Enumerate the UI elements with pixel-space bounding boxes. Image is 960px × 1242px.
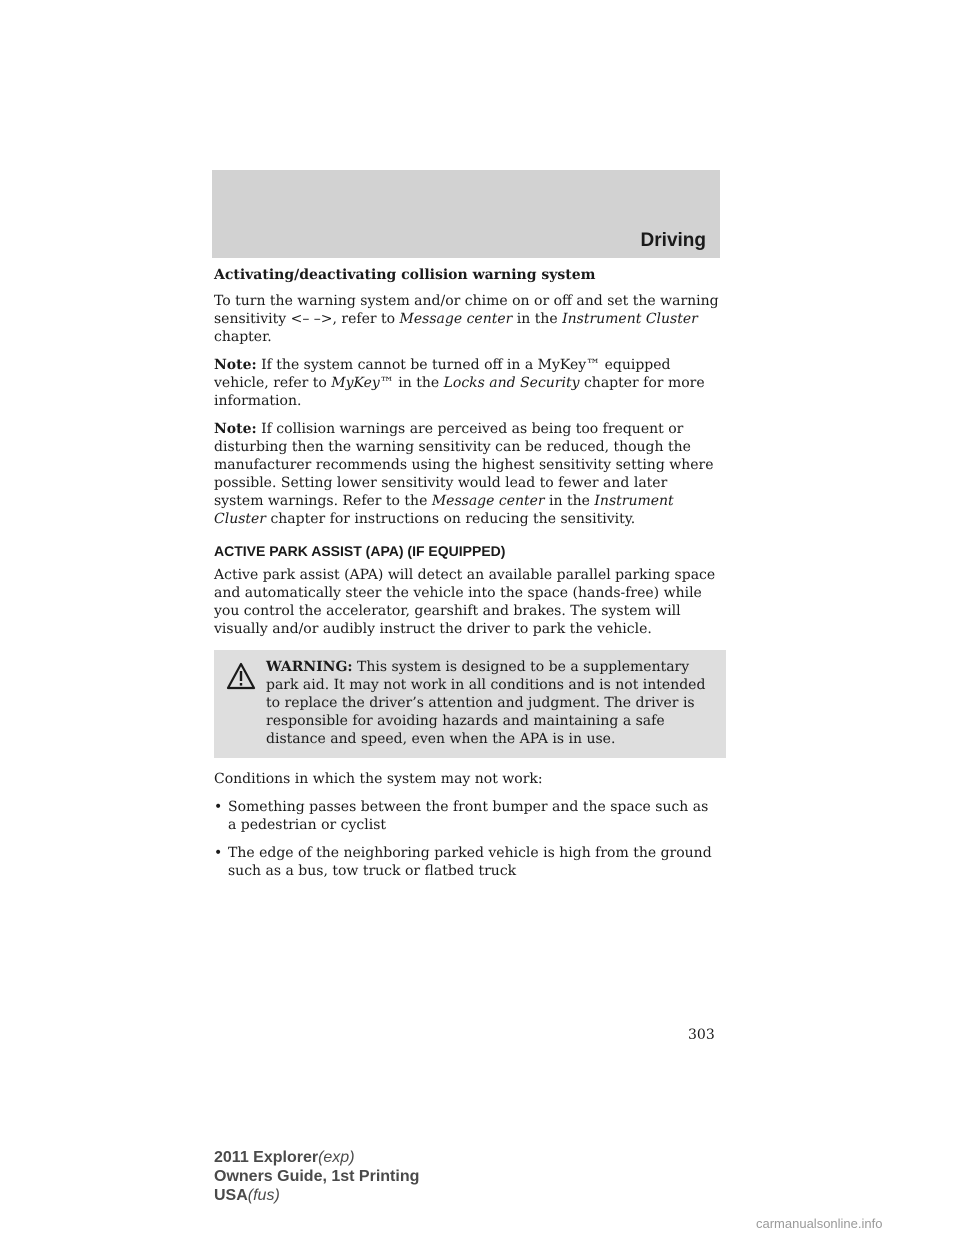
text-run: chapter for more information. — [214, 375, 705, 409]
reference-message-center: Message center — [431, 493, 545, 509]
reference-locks-and-security: Locks and Security — [443, 375, 580, 391]
conditions-intro: Conditions in which the system may not work: — [214, 771, 543, 787]
footer-line-market — [214, 1186, 419, 1205]
list-item: • Something passes between the front bumper and the space such as a pedestrian or cyclist — [214, 798, 720, 834]
note-label: Note: — [214, 357, 257, 373]
page-content — [214, 266, 720, 890]
text-run: If collision warnings are perceived as being too frequent or disturbing then the warning sensitivity can be reduced, though the manufacturer recommends using the highest sensitivity setting where possible. Setting lower sensitivity would lead to fewer and later system warnings. Refer to the — [214, 421, 714, 509]
reference-instrument-cluster: Instrument Cluster — [214, 493, 674, 527]
text-run: chapter. — [214, 329, 272, 345]
collision-subheading: Activating/deactivating collision warning system — [214, 267, 596, 283]
footer-model-code: (exp) — [318, 1149, 355, 1166]
conditions-list — [214, 798, 720, 880]
note-sensitivity — [214, 420, 720, 528]
warning-triangle-icon — [226, 662, 256, 690]
footer-line-model — [214, 1148, 419, 1167]
text-run: in the — [544, 493, 595, 509]
footer-market-code: (fus) — [247, 1187, 280, 1204]
reference-mykey: MyKey™ — [331, 375, 394, 391]
section-header-band — [212, 170, 720, 258]
note-label: Note: — [214, 421, 257, 437]
footer-line-printing: Owners Guide, 1st Printing — [214, 1168, 420, 1185]
apa-intro: Active park assist (APA) will detect an available parallel parking space and automatically steer the vehicle into the space (hands-free) while you control the accelerator, gearshift and brakes. The system will visually and/or audibly instruct the driver to park the vehicle. — [214, 567, 716, 637]
print-footer — [214, 1148, 419, 1205]
warning-box — [214, 650, 726, 758]
warning-label: WARNING: — [266, 659, 353, 675]
collision-paragraph — [214, 292, 720, 346]
note-mykey — [214, 356, 720, 410]
text-run: This system is designed to be a supplementary park aid. It may not work in all conditions and is not intended to replace the driver’s attention and judgment. The driver is responsible for avoiding hazards and maintaining a safe distance and speed, even when the APA is in use. — [266, 659, 706, 747]
text-run: To turn the warning system and/or chime on or off and set the warning sensitivity <– –>, refer to — [214, 293, 719, 327]
warning-text — [220, 658, 718, 748]
section-title: Driving — [640, 230, 706, 251]
footer-market: USA — [214, 1187, 248, 1204]
page-number: 303 — [688, 1027, 715, 1043]
text-run: in the — [393, 375, 444, 391]
text-run: in the — [512, 311, 563, 327]
footer-model: 2011 Explorer — [214, 1149, 319, 1166]
watermark: carmanualsonline.info — [756, 1216, 883, 1231]
text-run: chapter for instructions on reducing the sensitivity. — [266, 511, 636, 527]
apa-heading: ACTIVE PARK ASSIST (APA) (IF EQUIPPED) — [214, 543, 506, 559]
reference-instrument-cluster: Instrument Cluster — [562, 311, 698, 327]
reference-message-center: Message center — [399, 311, 513, 327]
list-item: • The edge of the neighboring parked vehicle is high from the ground such as a bus, tow truck or flatbed truck — [214, 844, 720, 880]
text-run: If the system cannot be turned off in a MyKey™ equipped vehicle, refer to — [214, 357, 671, 391]
